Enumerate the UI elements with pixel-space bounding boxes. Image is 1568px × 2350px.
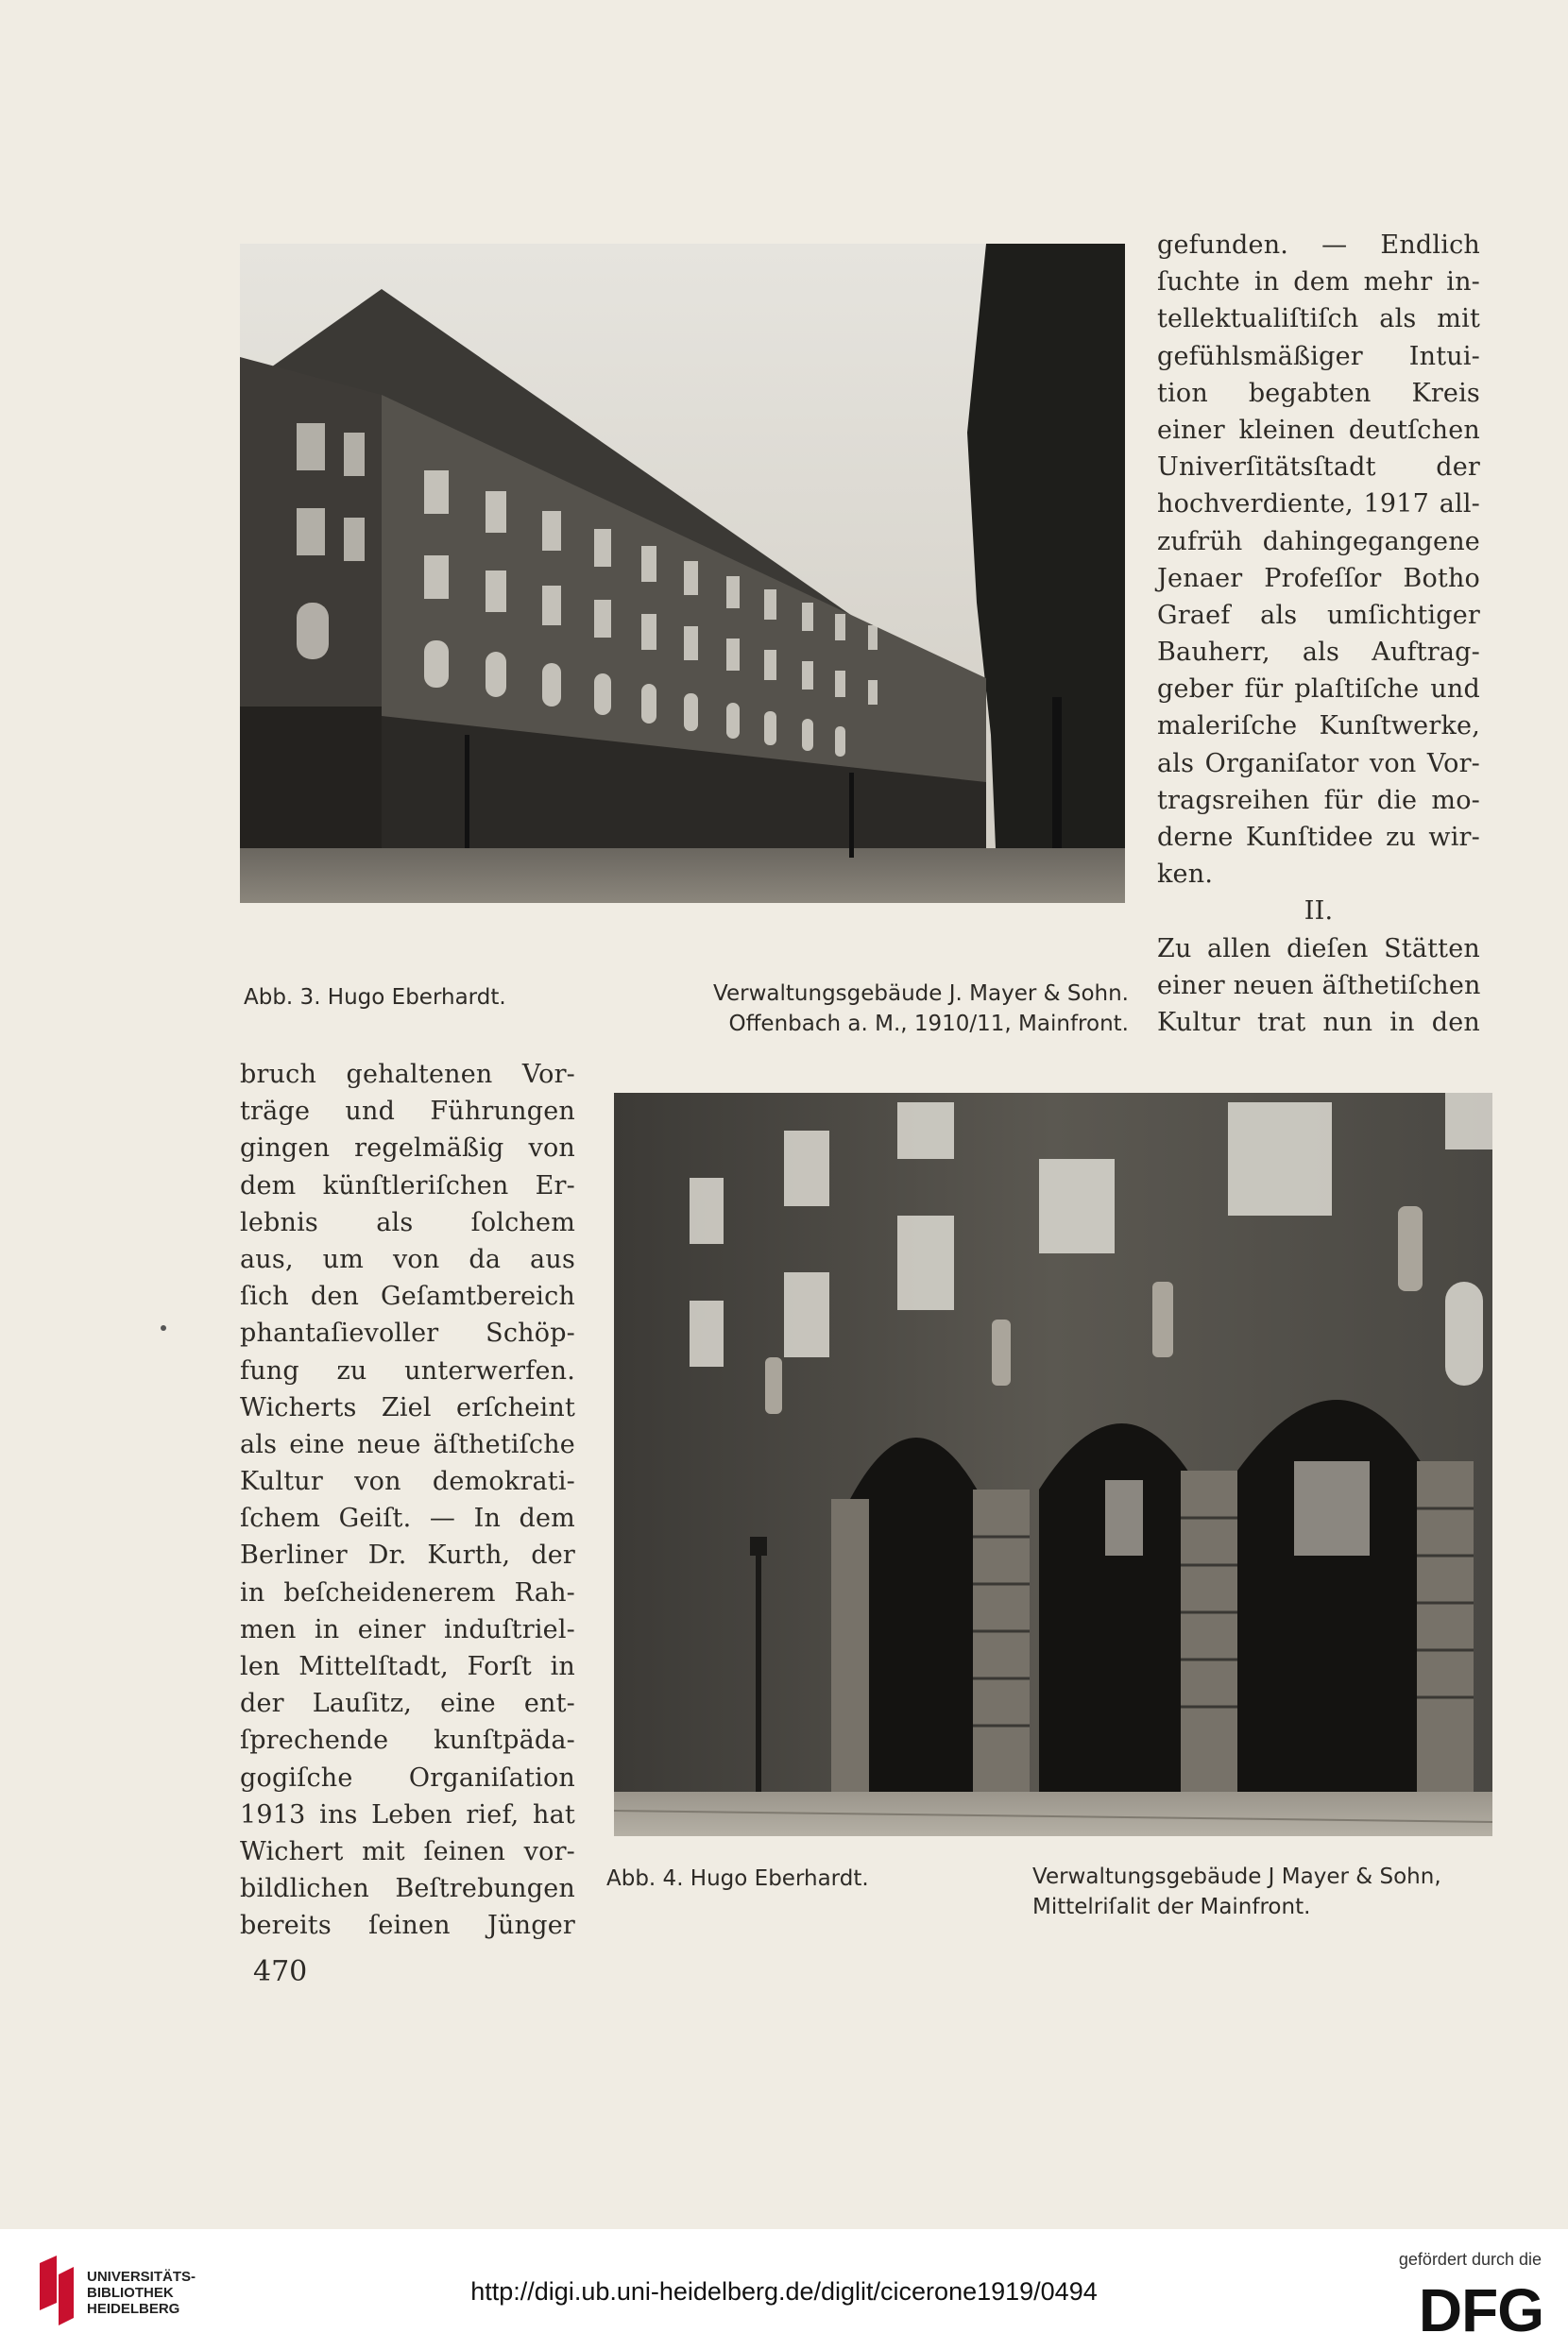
text-line: Wichert mit ſeinen vor-	[240, 1836, 575, 1866]
text-line: ken.	[1157, 860, 1214, 890]
text-line: einer kleinen deutſchen	[1157, 415, 1480, 445]
source-url-link[interactable]: http://digi.ub.uni-heidelberg.de/diglit/cicerone1919/0494	[470, 2277, 1098, 2306]
text-line: in beſcheidenerem Rah-	[240, 1577, 575, 1608]
text-line: tion begabten Kreis	[1157, 378, 1480, 408]
caption-line: Mittelriſalit der Mainfront.	[1032, 1895, 1311, 1919]
text-line: lebnis als ſolchem	[240, 1207, 575, 1237]
caption-line: Verwaltungsgebäude J Mayer & Sohn,	[1032, 1865, 1441, 1889]
text-line: Jenaer Profeſſor Botho	[1157, 563, 1480, 593]
text-line: ſuchte in dem mehr in-	[1157, 267, 1480, 298]
figure-4-photo	[614, 1093, 1492, 1836]
text-line: ſchem Geiſt. — In dem	[240, 1504, 575, 1534]
page-number: 470	[253, 1955, 308, 1988]
text-line: fung zu unterwerfen.	[240, 1355, 575, 1386]
text-line: geber für plaſtiſche und	[1157, 674, 1480, 705]
text-line: bereits ſeinen Jünger	[240, 1911, 575, 1941]
right-text-column	[1157, 227, 1480, 1041]
caption-line: Offenbach a. M., 1910/11, Mainfront.	[728, 1012, 1129, 1036]
left-text-column	[240, 1056, 575, 1945]
text-line: aus, um von da aus	[240, 1244, 575, 1274]
text-line: als Organiſator von Vor-	[1157, 748, 1480, 778]
text-line: Kultur von demokrati-	[240, 1467, 575, 1497]
text-line: träge und Führungen	[240, 1097, 575, 1127]
section-heading: II.	[1304, 896, 1334, 927]
text-line: gefühlsmäßiger Intui-	[1157, 341, 1480, 371]
figure-4-caption-label: Abb. 4. Hugo Eberhardt.	[606, 1866, 869, 1891]
text-line: Berliner Dr. Kurth, der	[240, 1541, 575, 1571]
figure-3-photo	[240, 244, 1125, 903]
text-line: zufrüh dahingegangene	[1157, 526, 1480, 556]
text-line: maleriſche Kunſtwerke,	[1157, 711, 1480, 741]
text-line: tellektualiſtiſch als mit	[1157, 304, 1480, 334]
text-line: Wicherts Ziel erſcheint	[240, 1392, 575, 1422]
text-line: tragsreihen für die mo-	[1157, 785, 1480, 815]
text-line: Zu allen dieſen Stätten	[1157, 933, 1480, 963]
library-name: UNIVERSITÄTS- BIBLIOTHEK HEIDELBERG	[87, 2269, 196, 2317]
text-line: 1913 ins Leben rief, hat	[240, 1799, 575, 1830]
text-line: gogiſche Organiſation	[240, 1762, 575, 1793]
text-line: einer neuen äſthetiſchen	[1157, 970, 1481, 1000]
figure-3-caption-text	[656, 979, 1129, 1039]
text-line: Univerſitätsſtadt der	[1157, 452, 1480, 483]
text-line: ſprechende kunſtpäda-	[240, 1726, 575, 1756]
text-line: bildlichen Beſtrebungen	[240, 1874, 575, 1904]
text-line: bruch gehaltenen Vor-	[240, 1060, 575, 1089]
text-line: der Lauſitz, eine ent-	[240, 1689, 575, 1719]
text-line: gingen regelmäßig von	[240, 1133, 575, 1164]
text-line: als eine neue äſthetiſche	[240, 1429, 575, 1459]
text-line: len Mittelſtadt, Forſt in	[240, 1652, 575, 1681]
text-line: derne Kunſtidee zu wir-	[1157, 823, 1480, 852]
text-line: phantaſievoller Schöp-	[240, 1319, 575, 1349]
caption-line: Verwaltungsgebäude J. Mayer & Sohn.	[713, 981, 1129, 1006]
text-line: ſich den Geſamtbereich	[240, 1282, 575, 1312]
sponsor-text: gefördert durch die	[1398, 2250, 1542, 2269]
text-line: Graef als umſichtiger	[1157, 600, 1480, 630]
text-line: Bauherr, als Auftrag-	[1157, 638, 1480, 668]
figure-4-caption-text	[1032, 1862, 1441, 1922]
text-line: dem künſtleriſchen Er-	[240, 1170, 575, 1201]
margin-mark	[161, 1325, 166, 1331]
dfg-logo: DFG	[1418, 2276, 1543, 2344]
figure-3-caption-label: Abb. 3. Hugo Eberhardt.	[244, 985, 506, 1010]
text-line: men in einer induſtriel-	[240, 1614, 575, 1644]
text-line: gefunden. — Endlich	[1157, 230, 1480, 260]
text-line: Kultur trat nun in den	[1157, 1007, 1480, 1037]
text-line: hochverdiente, 1917 all-	[1157, 489, 1480, 519]
footer-bar	[0, 2229, 1568, 2350]
